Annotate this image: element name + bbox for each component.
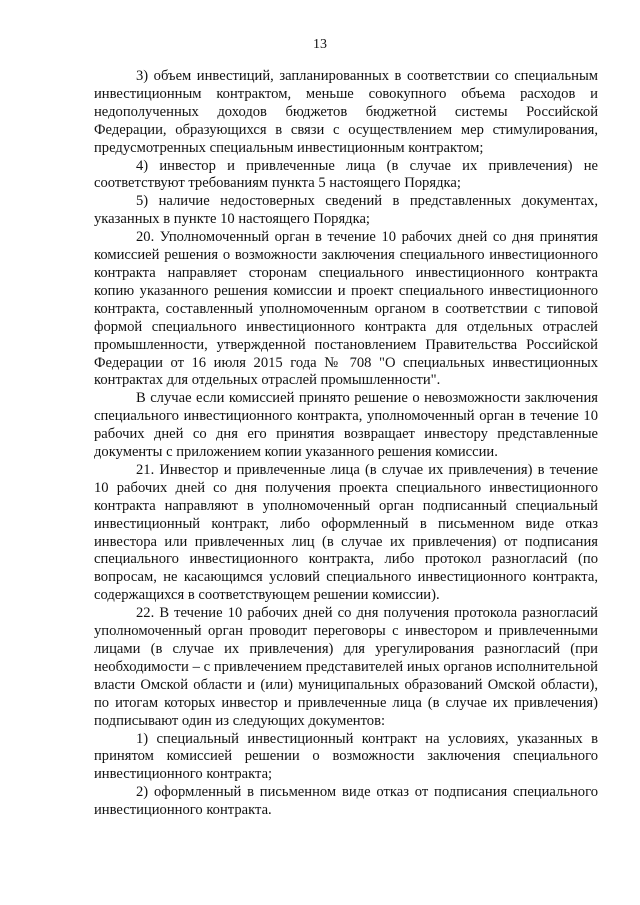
document-body: [94, 68, 598, 820]
paragraph-clause-20: 20. Уполномоченный орган в течение 10 рабочих дней со дня принятия комиссией решения о возможности заключения специального инвестиционного контракта направляет сторонам специального инвестиционного контракта копию указанного решения комиссии и проект специального инвестиционного контракта, составленный уполномоченным органом в соответствии с типовой формой специального инвестиционного контракта для отдельных отраслей промышленности, утвержденной постановлением Правительства Российской Федерации от 16 июля 2015 года № 708 "О специальных инвестиционных контрактах для отдельных отраслей промышленности".: [94, 229, 598, 389]
paragraph-clause-22-item-2: 2) оформленный в письменном виде отказ от подписания специального инвестиционного контракта.: [94, 784, 598, 819]
paragraph-clause-21: 21. Инвестор и привлеченные лица (в случае их привлечения) в течение 10 рабочих дней со дня получения проекта специального инвестиционного контракта направляют в уполномоченный орган подписанный специальный инвестиционный контракт, либо оформленный в письменном виде отказ инвестора или привлеченных лиц (в случае их привлечения) от подписания специального инвестиционного контракта, либо протокол разногласий (по вопросам, не касающимся условий специального инвестиционного контракта, содержащихся в соответствующем решении комиссии).: [94, 461, 598, 604]
paragraph-item-3-investment-volume: 3) объем инвестиций, запланированных в соответствии со специальным инвестиционным контрактом, меньше совокупного объема расходов и недополученных доходов бюджетов бюджетной системы Российской Федерации, образующихся в связи с осуществлением мер стимулирования, предусмотренных специальным инвестиционным контрактом;: [94, 68, 598, 156]
paragraph-item-4-requirements: 4) инвестор и привлеченные лица (в случае их привлечения) не соответствуют требованиям пункта 5 настоящего Порядка;: [94, 157, 598, 192]
page-number: 13: [313, 37, 327, 52]
paragraph-clause-20-refusal: В случае если комиссией принято решение о невозможности заключения специального инвестиционного контракта, уполномоченный орган в течение 10 рабочих дней со дня его принятия возвращает инвестору представленные документы с приложением копии указанного решения комиссии.: [94, 390, 598, 461]
paragraph-item-5-false-information: 5) наличие недостоверных сведений в представленных документах, указанных в пункте 10 настоящего Порядка;: [94, 193, 598, 228]
paragraph-clause-22: 22. В течение 10 рабочих дней со дня получения протокола разногласий уполномоченный орган проводит переговоры с инвестором и привлеченными лицами (в случае их привлечения) для урегулирования разногласий (при необходимости – с привлечением представителей иных органов исполнительной власти Омской области и (или) муниципальных образований Омской области), по итогам которых инвестор и привлеченные лица (в случае их привлечения) подписывают один из следующих документов:: [94, 605, 598, 729]
paragraph-clause-22-item-1: 1) специальный инвестиционный контракт на условиях, указанных в принятом комиссией решении о возможности заключения специального инвестиционного контракта;: [94, 730, 598, 783]
